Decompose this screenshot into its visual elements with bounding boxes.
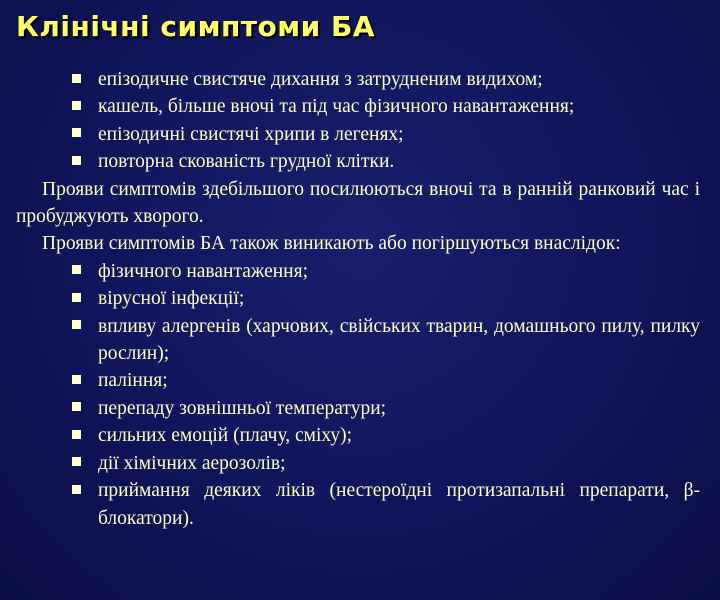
list-item: впливу алергенів (харчових, свійських тварин, домашнього пилу, пилку рослин); [16,313,700,368]
square-bullet-icon [72,148,81,175]
paragraph-night: Прояви симптомів здебільшого посилюються вночі та в ранній ранковий час і пробуджують хворого. [16,178,700,228]
square-bullet-icon [72,477,81,504]
square-bullet-icon [72,450,81,477]
list-item: фізичного навантаження; [16,258,700,285]
list-item: паління; [16,367,700,394]
list-item: повторна скованість грудної клітки. [16,148,700,175]
list-item: епізодичні свистячі хрипи в легенях; [16,121,700,148]
slide-title: Клінічні симптоми БА [16,10,376,43]
list-item: дії хімічних аерозолів; [16,450,700,477]
slide-body [16,66,700,532]
square-bullet-icon [72,422,81,449]
square-bullet-icon [72,121,81,148]
paragraph-triggers-intro: Прояви симптомів БА також виникають або погіршуються внаслідок: [42,233,621,255]
list-item: вірусної інфекції; [16,285,700,312]
square-bullet-icon [72,258,81,285]
square-bullet-icon [72,395,81,422]
square-bullet-icon [72,93,81,120]
square-bullet-icon [72,367,81,394]
list-item: кашель, більше вночі та під час фізичного навантаження; [16,93,700,120]
list-item: приймання деяких ліків (нестероїдні протизапальні препарати, β-блокатори). [16,477,700,532]
list-item: перепаду зовнішньої температури; [16,395,700,422]
triggers-list [16,258,700,532]
symptoms-list [16,66,700,176]
square-bullet-icon [72,285,81,312]
square-bullet-icon [72,66,81,93]
square-bullet-icon [72,313,81,340]
list-item: епізодичне свистяче дихання з затрудненим видихом; [16,66,700,93]
list-item: сильних емоцій (плачу, сміху); [16,422,700,449]
